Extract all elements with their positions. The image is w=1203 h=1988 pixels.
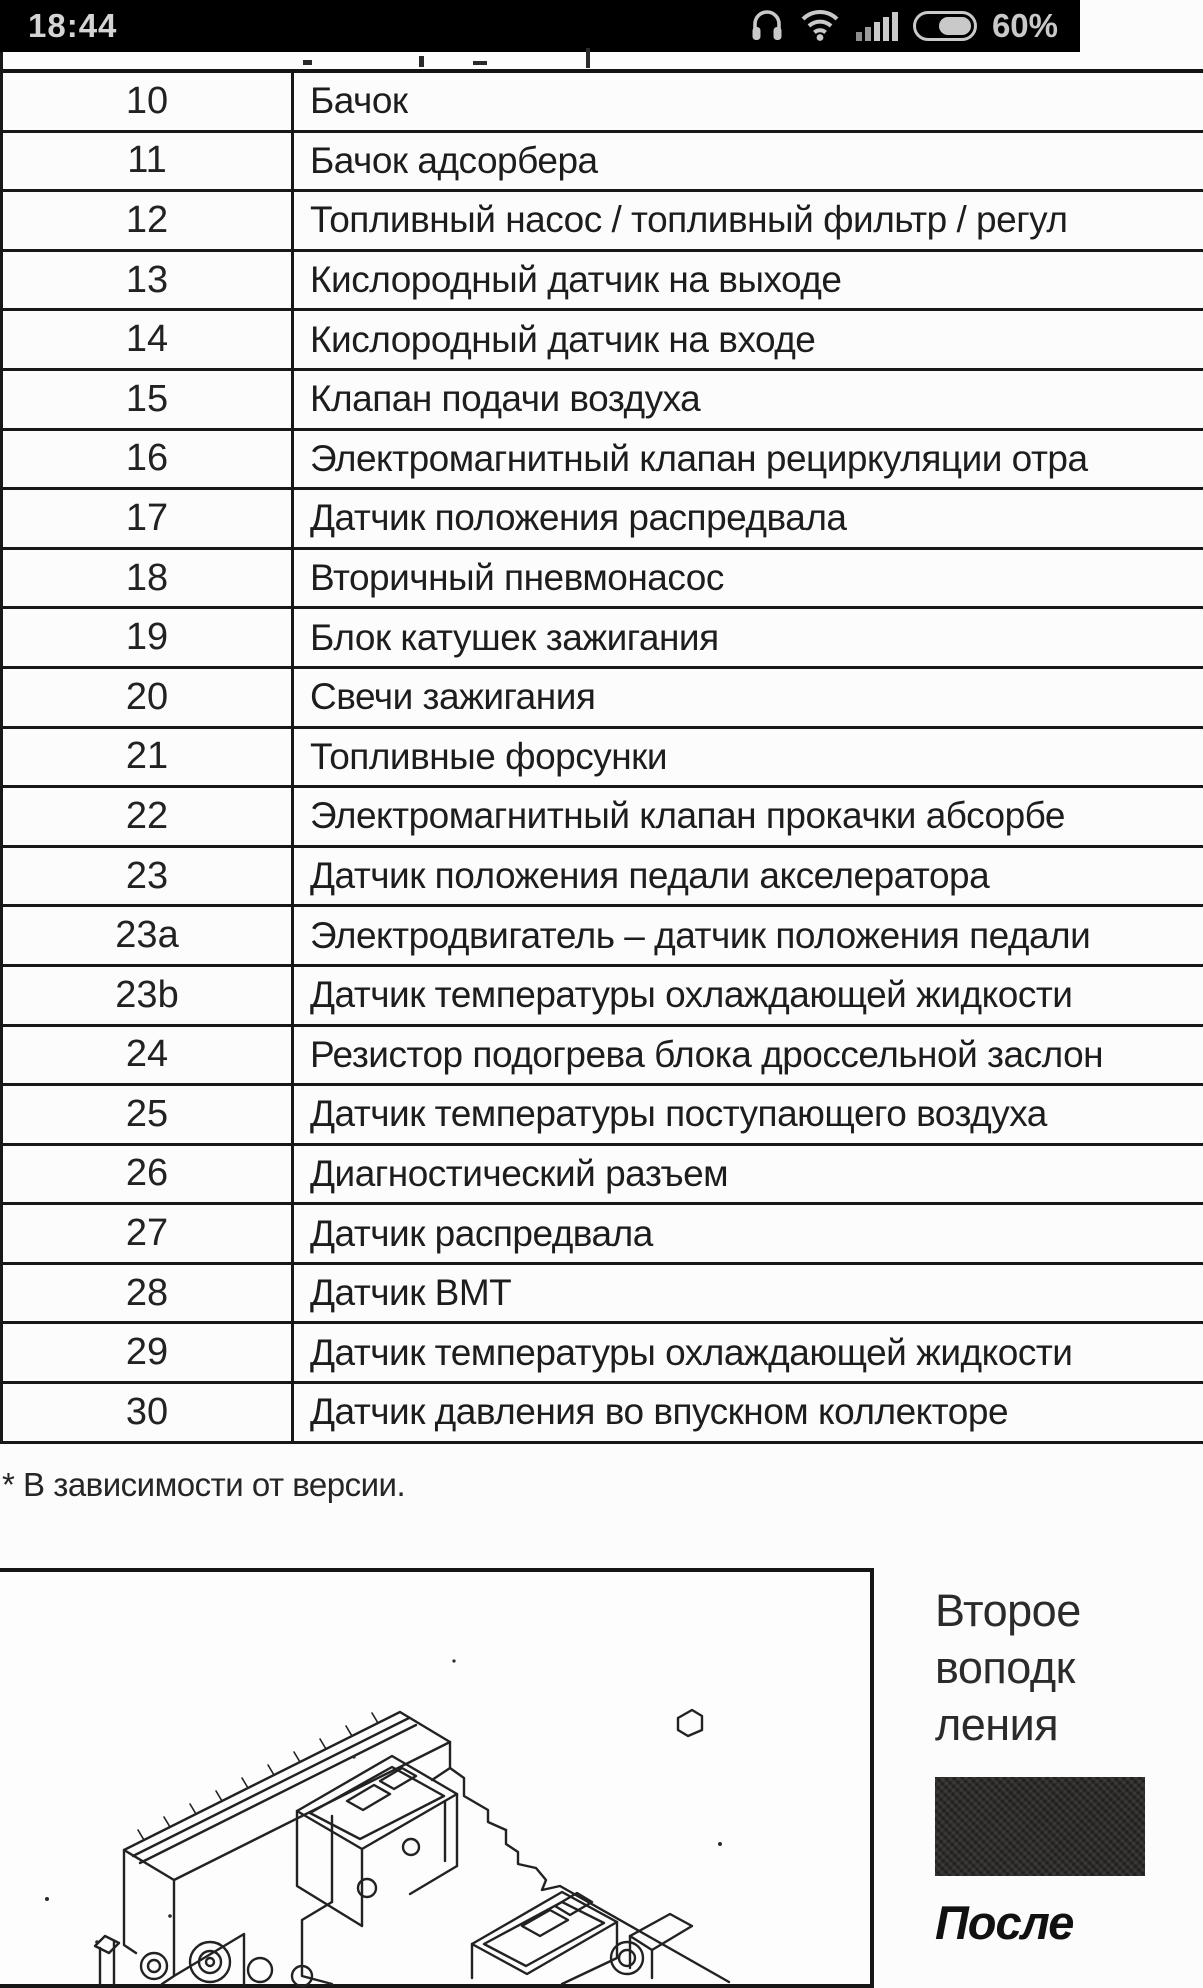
row-number: 15 [3, 371, 294, 428]
table-row [3, 550, 1203, 610]
status-icons [750, 6, 1058, 47]
row-number: 27 [3, 1205, 294, 1262]
table-row [3, 192, 1203, 252]
table-row [3, 1265, 1203, 1325]
row-number: 23a [3, 907, 294, 964]
row-label: Топливные форсунки [310, 735, 668, 777]
row-number: 23 [3, 848, 294, 905]
table-row [3, 1205, 1203, 1265]
row-number: 29 [3, 1324, 294, 1381]
row-label: Датчик распредвала [310, 1212, 653, 1254]
table-row [3, 1086, 1203, 1146]
table-row [3, 311, 1203, 371]
row-number: 19 [3, 609, 294, 666]
row-number: 16 [3, 431, 294, 488]
row-number: 25 [3, 1086, 294, 1143]
table-row [3, 669, 1203, 729]
table-row [3, 1146, 1203, 1206]
table-row [3, 1384, 1203, 1444]
table-row [3, 490, 1203, 550]
table-row [3, 73, 1203, 133]
side-line: ления [935, 1699, 1059, 1750]
clock: 18:44 [28, 7, 118, 44]
row-label: Датчик положения распредвала [310, 497, 847, 539]
table-row [3, 371, 1203, 431]
wifi-icon [799, 7, 841, 46]
row-number: 30 [3, 1384, 294, 1441]
battery-percent: 60% [991, 7, 1058, 44]
row-label: Диагностический разъем [310, 1152, 729, 1194]
row-label: Вторичный пневмонасос [310, 557, 724, 599]
row-number: 26 [3, 1146, 294, 1203]
row-label: Свечи зажигания [310, 676, 596, 718]
parts-table [0, 52, 1203, 1444]
row-label: Датчик температуры охлаждающей жидкости [310, 1331, 1073, 1373]
status-bar [0, 0, 1080, 52]
row-label: Датчик давления во впускном коллекторе [310, 1391, 1009, 1433]
caption-fragment: После [935, 1896, 1074, 1949]
table-row [3, 907, 1203, 967]
row-number: 28 [3, 1265, 294, 1322]
row-label: Блок катушек зажигания [310, 616, 719, 658]
row-label: Датчик температуры охлаждающей жидкости [310, 974, 1073, 1016]
table-row [3, 848, 1203, 908]
document-page[interactable] [0, 52, 1104, 1949]
row-number: 21 [3, 729, 294, 786]
headset-icon [750, 6, 784, 47]
signal-bars-icon [856, 11, 898, 41]
row-label: Клапан подачи воздуха [310, 378, 701, 420]
row-number: 18 [3, 550, 294, 607]
clipped-previous-row [3, 52, 1203, 73]
row-label: Резистор подогрева блока дроссельной заслон [310, 1033, 1104, 1075]
row-label: Датчик положения педали акселератора [310, 855, 990, 897]
table-row [3, 133, 1203, 193]
battery-icon [913, 11, 977, 41]
table-row [3, 431, 1203, 491]
table-row [3, 729, 1203, 789]
row-number: 17 [3, 490, 294, 547]
row-number: 22 [3, 788, 294, 845]
row-label: Бачок адсорбера [310, 139, 598, 181]
row-number: 24 [3, 1027, 294, 1084]
row-label: Топливный насос / топливный фильтр / регул [310, 199, 1068, 241]
row-label: Датчик ВМТ [310, 1272, 512, 1314]
table-row [3, 1027, 1203, 1087]
footnote: * В зависимости от версии. [2, 1466, 406, 1503]
side-paragraph [935, 1582, 1195, 1753]
side-line: Второе [935, 1585, 1081, 1636]
row-label: Электромагнитный клапан рециркуляции отра [310, 437, 1088, 479]
row-number: 20 [3, 669, 294, 726]
row-label: Электродвигатель – датчик положения педали [310, 914, 1091, 956]
table-row [3, 1324, 1203, 1384]
fusebox-drawing [2, 1572, 864, 1984]
table-row [3, 967, 1203, 1027]
row-label: Кислородный датчик на входе [310, 318, 816, 360]
row-number: 11 [3, 133, 294, 190]
table-row [3, 788, 1203, 848]
dark-photo-thumbnail [935, 1777, 1145, 1876]
row-label: Электромагнитный клапан прокачки абсорбе [310, 795, 1066, 837]
row-number: 23b [3, 967, 294, 1024]
diagram-frame [0, 1568, 874, 1988]
row-number: 10 [3, 73, 294, 130]
row-label: Бачок [310, 80, 408, 122]
row-number: 13 [3, 252, 294, 309]
table-row [3, 609, 1203, 669]
row-label: Кислородный датчик на выходе [310, 259, 842, 301]
row-number: 14 [3, 311, 294, 368]
row-number: 12 [3, 192, 294, 249]
table-row [3, 252, 1203, 312]
row-label: Датчик температуры поступающего воздуха [310, 1093, 1047, 1135]
side-line: воподк [935, 1642, 1075, 1693]
